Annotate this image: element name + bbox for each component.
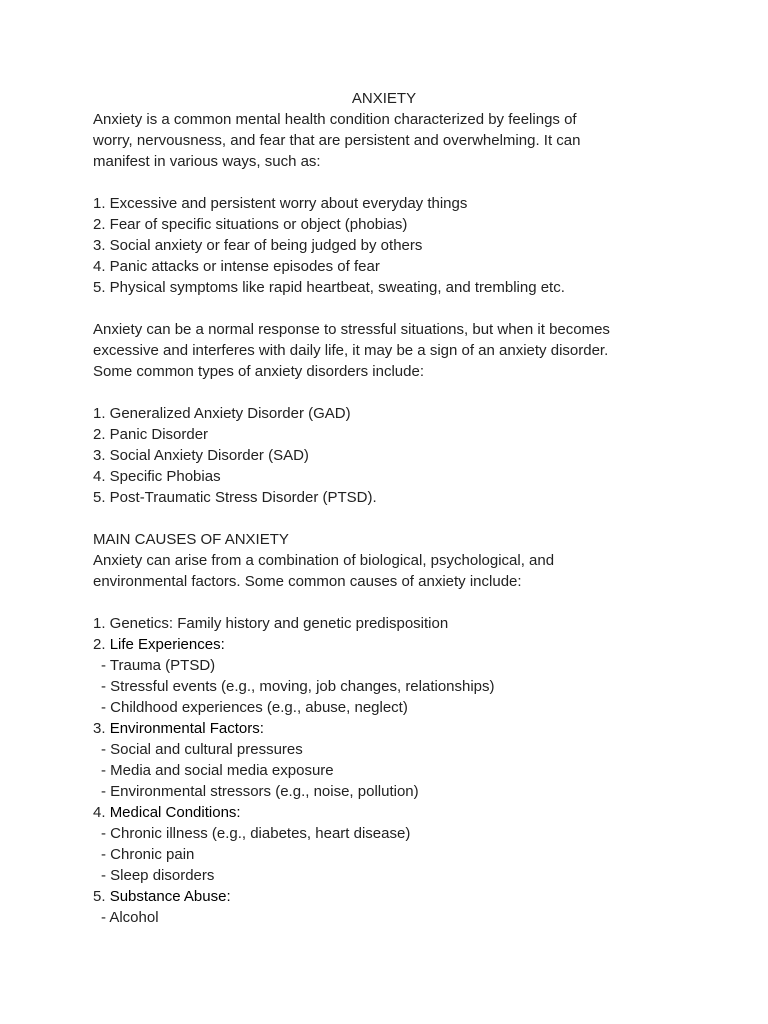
- cause-medical-conditions: [93, 802, 693, 823]
- cause-life-experiences: [93, 634, 693, 655]
- paragraph-line: environmental factors. Some common causes of anxiety include:: [93, 573, 522, 590]
- sub-list-item: - Childhood experiences (e.g., abuse, neglect): [101, 699, 408, 716]
- cause-label: Medical Conditions:: [109, 804, 241, 821]
- list-item: 4. Panic attacks or intense episodes of fear: [93, 258, 380, 275]
- cause-label: Life Experiences:: [109, 636, 225, 653]
- sub-list-item: - Environmental stressors (e.g., noise, pollution): [101, 783, 419, 800]
- sub-list-item: - Media and social media exposure: [101, 762, 334, 779]
- causes-list: [93, 613, 693, 928]
- list-item: 5. Physical symptoms like rapid heartbeat, sweating, and trembling etc.: [93, 279, 565, 296]
- sub-list-item: - Social and cultural pressures: [101, 741, 303, 758]
- document-title: ANXIETY: [351, 90, 417, 107]
- document-page: [93, 88, 693, 928]
- sub-list-item: - Sleep disorders: [101, 867, 215, 884]
- intro-line: manifest in various ways, such as:: [93, 153, 321, 170]
- paragraph-gap: [93, 508, 693, 529]
- list-item: 1. Generalized Anxiety Disorder (GAD): [93, 405, 351, 422]
- list-item: 2. Panic Disorder: [93, 426, 209, 443]
- sub-list-item: - Trauma (PTSD): [101, 657, 216, 674]
- cause-label: Substance Abuse:: [109, 888, 231, 905]
- paragraph-gap: [93, 592, 693, 613]
- cause-genetics: 1. Genetics: Family history and genetic predisposition: [93, 615, 449, 632]
- intro-line: worry, nervousness, and fear that are persistent and overwhelming. It can: [93, 132, 581, 149]
- sub-list-item: - Chronic pain: [101, 846, 195, 863]
- causes-heading: MAIN CAUSES OF ANXIETY: [93, 531, 289, 548]
- cause-number: 3.: [93, 720, 110, 737]
- sub-list-item: - Stressful events (e.g., moving, job changes, relationships): [101, 678, 495, 695]
- sub-list-item: - Chronic illness (e.g., diabetes, heart disease): [101, 825, 411, 842]
- intro-line: Anxiety is a common mental health condition characterized by feelings of: [93, 111, 577, 128]
- paragraph-gap: [93, 382, 693, 403]
- list-item: 1. Excessive and persistent worry about everyday things: [93, 195, 468, 212]
- paragraph-line: Anxiety can be a normal response to stressful situations, but when it becomes: [93, 321, 610, 338]
- list-item: 2. Fear of specific situations or object (phobias): [93, 216, 408, 233]
- disorders-intro-paragraph: [93, 319, 693, 382]
- paragraph-gap: [93, 172, 693, 193]
- sub-list-item: - Alcohol: [101, 909, 159, 926]
- cause-label: Environmental Factors:: [109, 720, 264, 737]
- cause-number: 5.: [93, 888, 110, 905]
- list-item: 3. Social Anxiety Disorder (SAD): [93, 447, 309, 464]
- disorders-list: [93, 403, 693, 508]
- paragraph-line: excessive and interferes with daily life, it may be a sign of an anxiety disorder.: [93, 342, 609, 359]
- paragraph-line: Anxiety can arise from a combination of biological, psychological, and: [93, 552, 555, 569]
- causes-intro-paragraph: [93, 550, 693, 592]
- list-item: 3. Social anxiety or fear of being judged by others: [93, 237, 423, 254]
- list-item: 5. Post-Traumatic Stress Disorder (PTSD).: [93, 489, 377, 506]
- list-item: 4. Specific Phobias: [93, 468, 221, 485]
- paragraph-gap: [93, 298, 693, 319]
- intro-paragraph: [93, 109, 693, 172]
- cause-substance-abuse: [93, 886, 693, 907]
- manifestations-list: [93, 193, 693, 298]
- cause-number: 4.: [93, 804, 110, 821]
- paragraph-line: Some common types of anxiety disorders include:: [93, 363, 424, 380]
- cause-number: 2.: [93, 636, 110, 653]
- cause-environmental-factors: [93, 718, 693, 739]
